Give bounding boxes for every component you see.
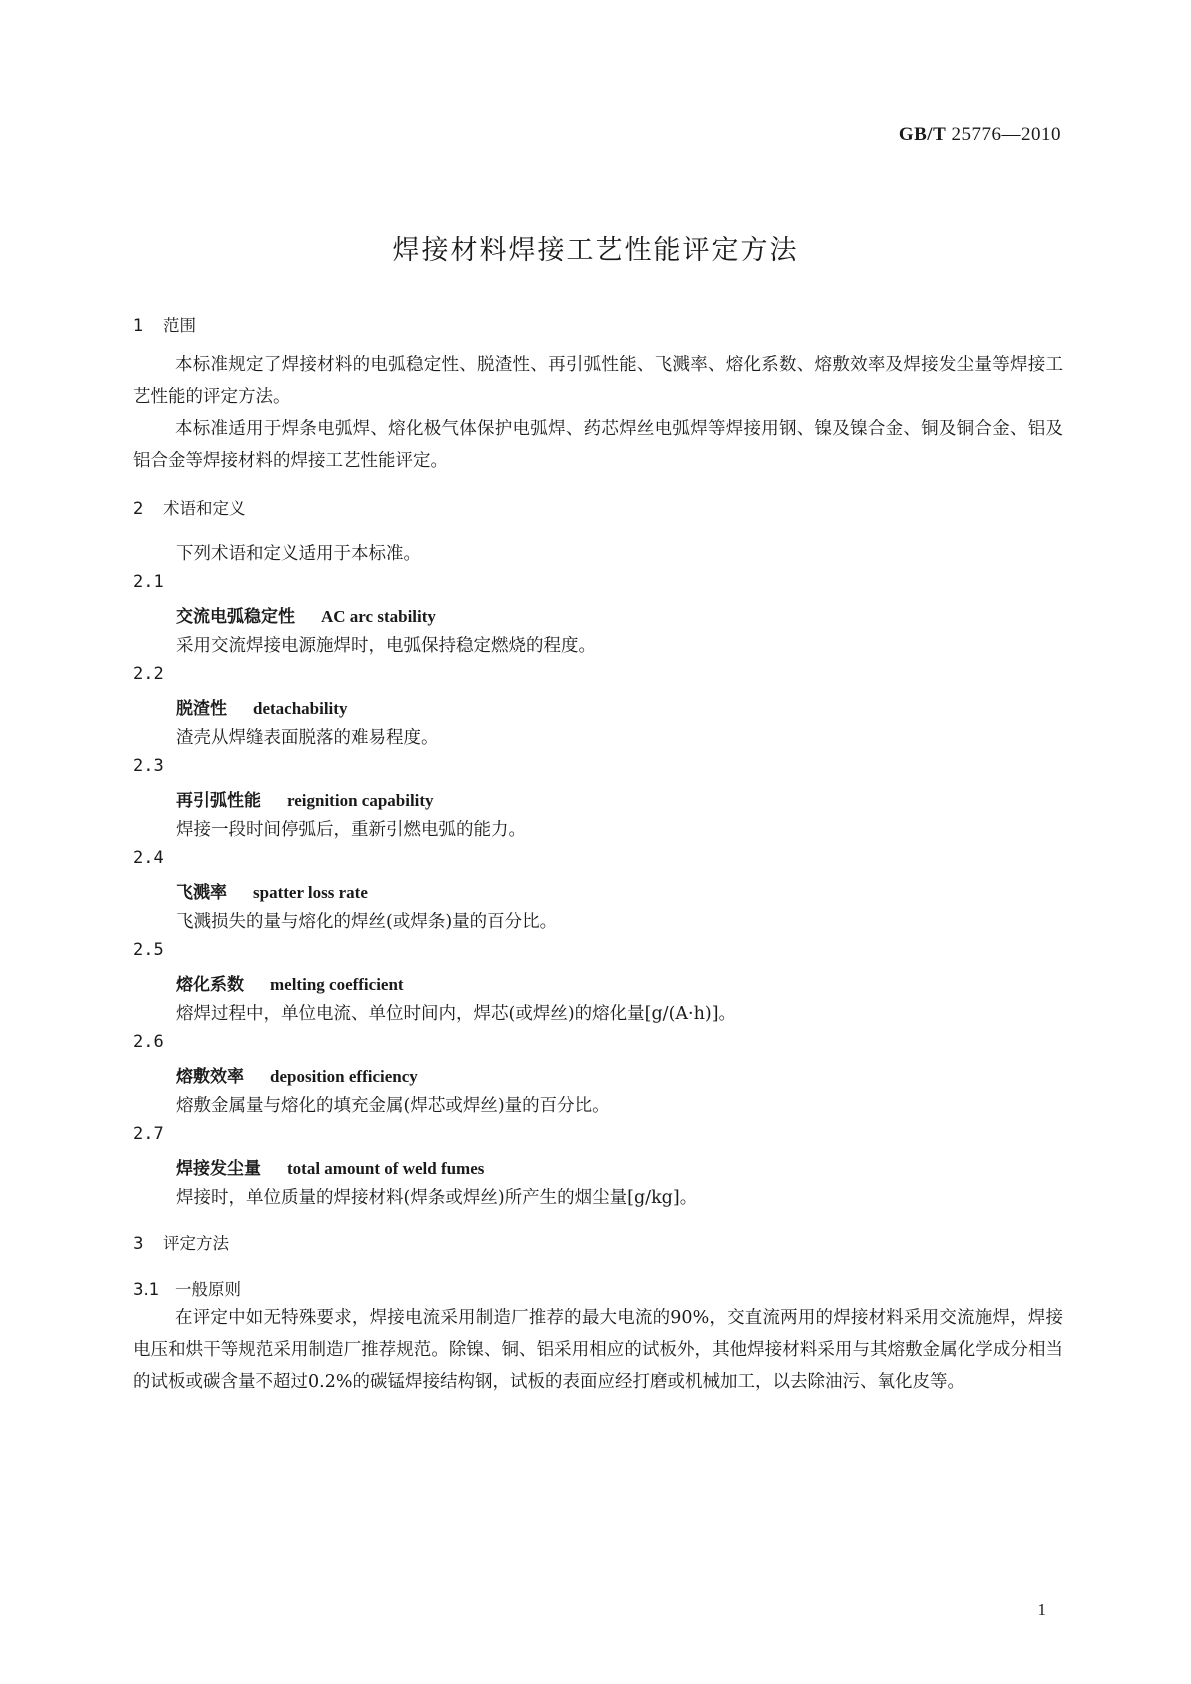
- term-heading: [176, 694, 347, 719]
- subsection-3-1-paragraph: 在评定中如无特殊要求，焊接电流采用制造厂推荐的最大电流的90%，交直流两用的焊接材料采用交流施焊，焊接电压和烘干等规范采用制造厂推荐规范。除镍、铜、铝采用相应的试板外，其他焊接材料采用与其熔敷金属化学成分相当的试板或碳含量不超过0.2%的碳锰焊接结构钢，试板的表面应经打磨或机械加工，以去除油污、氧化皮等。: [133, 1308, 1063, 1392]
- standard-code: [899, 124, 1061, 146]
- term-definition: 飞溅损失的量与熔化的焊丝(或焊条)量的百分比。: [176, 912, 558, 932]
- term-number: 2.5: [133, 940, 164, 960]
- section-1-title: 范围: [163, 316, 196, 335]
- term-name-zh: 交流电弧稳定性: [176, 607, 295, 627]
- section-1-paragraph-2: 本标准适用于焊条电弧焊、熔化极气体保护电弧焊、药芯焊丝电弧焊等焊接用钢、镍及镍合金、铜及铜合金、铝及铝合金等焊接材料的焊接工艺性能评定。: [133, 419, 1063, 471]
- term-name-en: detachability: [253, 699, 348, 718]
- term-heading: [176, 970, 404, 995]
- term-heading: [176, 1154, 484, 1179]
- document-title: 焊接材料焊接工艺性能评定方法: [392, 235, 799, 266]
- subsection-3-1-number: 3.1: [133, 1280, 160, 1299]
- term-definition: 焊接一段时间停弧后，重新引燃电弧的能力。: [176, 820, 526, 840]
- term-name-en: total amount of weld fumes: [287, 1159, 485, 1178]
- term-definition: 采用交流焊接电源施焊时，电弧保持稳定燃烧的程度。: [176, 636, 596, 656]
- section-2-intro: 下列术语和定义适用于本标准。: [176, 544, 421, 564]
- term-number: 2.4: [133, 848, 164, 868]
- term-name-en: deposition efficiency: [270, 1067, 418, 1086]
- standard-prefix: GB/T: [898, 124, 947, 145]
- section-3-heading: [133, 1230, 229, 1254]
- term-number: 2.6: [133, 1032, 164, 1052]
- term-name-en: reignition capability: [287, 791, 434, 810]
- term-name-zh: 焊接发尘量: [176, 1159, 261, 1179]
- term-name-zh: 熔敷效率: [176, 1067, 244, 1087]
- term-heading: [176, 1062, 418, 1087]
- page-number: 1: [1037, 1600, 1046, 1619]
- section-1-paragraph-1: 本标准规定了焊接材料的电弧稳定性、脱渣性、再引弧性能、飞溅率、熔化系数、熔敷效率及焊接发尘量等焊接工艺性能的评定方法。: [133, 355, 1063, 407]
- term-number: 2.7: [133, 1124, 164, 1144]
- term-number: 2.3: [133, 756, 164, 776]
- section-2-title: 术语和定义: [163, 499, 246, 518]
- term-definition: 熔焊过程中，单位电流、单位时间内，焊芯(或焊丝)的熔化量[g/(A·h)]。: [176, 1004, 737, 1024]
- term-name-en: spatter loss rate: [253, 883, 368, 902]
- term-number: 2.2: [133, 664, 164, 684]
- section-2-number: 2: [133, 499, 144, 518]
- term-definition: 焊接时，单位质量的焊接材料(焊条或焊丝)所产生的烟尘量[g/kg]。: [176, 1188, 698, 1208]
- term-heading: [176, 602, 436, 627]
- term-name-en: AC arc stability: [321, 607, 436, 626]
- term-name-zh: 熔化系数: [176, 975, 244, 995]
- term-name-zh: 再引弧性能: [176, 791, 261, 811]
- section-1-heading: [133, 312, 196, 336]
- term-heading: [176, 878, 368, 903]
- section-3-number: 3: [133, 1234, 144, 1253]
- term-number: 2.1: [133, 572, 164, 592]
- standard-number: 25776—2010: [951, 124, 1061, 145]
- term-name-zh: 脱渣性: [176, 699, 227, 719]
- section-3-title: 评定方法: [163, 1234, 229, 1253]
- term-name-zh: 飞溅率: [176, 883, 227, 903]
- subsection-3-1-heading: [133, 1276, 241, 1300]
- term-name-en: melting coefficient: [270, 975, 404, 994]
- subsection-3-1-title: 一般原则: [175, 1280, 241, 1299]
- term-definition: 渣壳从焊缝表面脱落的难易程度。: [176, 728, 439, 748]
- term-definition: 熔敷金属量与熔化的填充金属(焊芯或焊丝)量的百分比。: [176, 1096, 610, 1116]
- term-heading: [176, 786, 434, 811]
- section-2-heading: [133, 495, 246, 519]
- section-1-number: 1: [133, 316, 144, 335]
